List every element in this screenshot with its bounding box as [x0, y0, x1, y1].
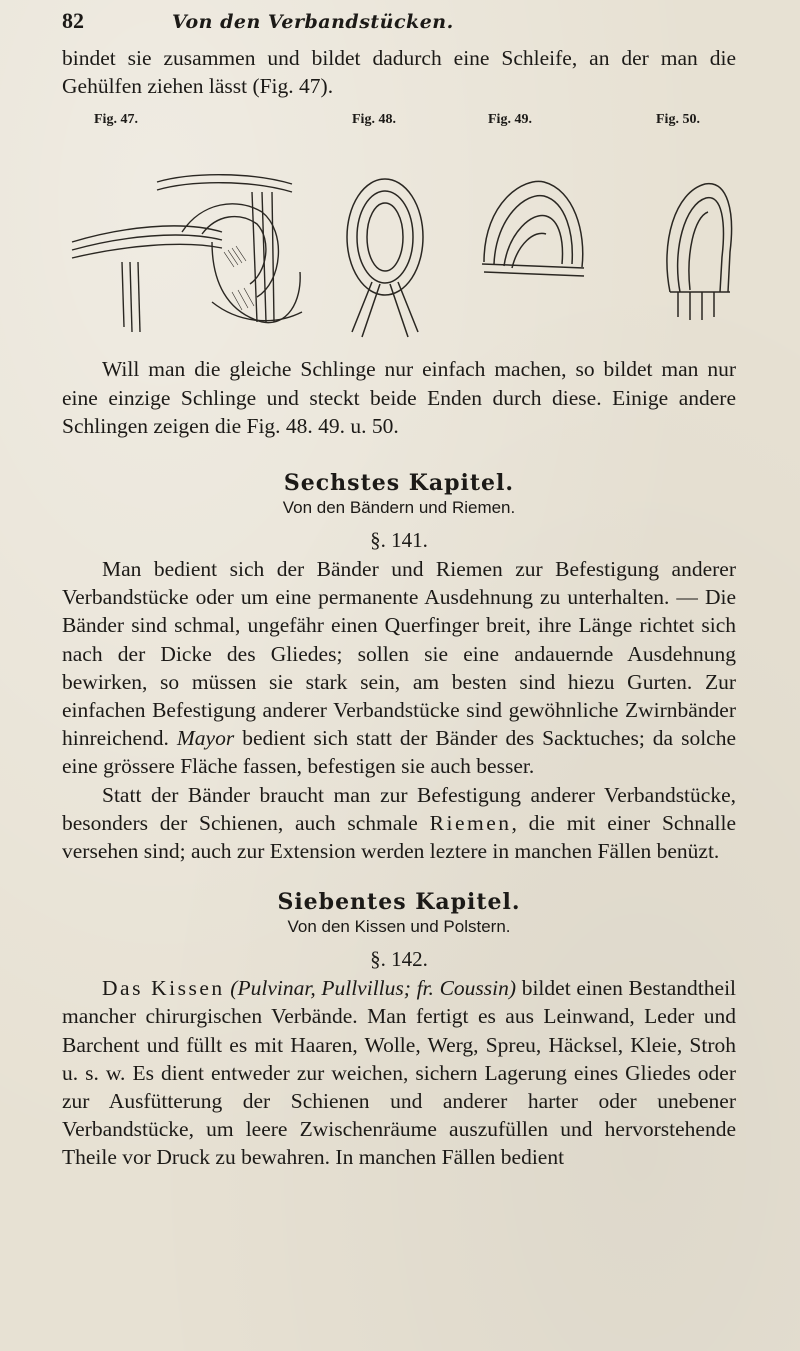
baender-text-a: Man bedient sich der Bänder und Riemen zur Befestigung anderer Verbandstücke oder um eine permanente Ausdehnung zu unterhalten. — Die Bänder sind schmal, ungefähr einen Querfinger breit, ihre Länge richtet sich nach der Dicke des Gliedes; sollen sie eine andauernde Ausdehnung bewirken, so müssen sie stark sein, am besten sind hiezu Gurten. Zur einfachen Befestigung anderer Verbandstücke sind gewöhnliche Zwirnbänder hinreichend.	[62, 557, 736, 751]
section-142: §. 142.	[370, 947, 428, 972]
chapter-subtitle-kissen: Von den Kissen und Polstern.	[287, 917, 511, 937]
kissen-text: bildet einen Bestandtheil mancher chirurgischen Verbände. Man fertigt es aus Leinwand, Leder und Barchent und füllt es mit Haaren, Wolle, Werg, Spreu, Häcksel, Kleie, Stroh u. s. w. Es dient entweder zur weichen, sichern Lagerung eines Gliedes oder zur Ausfütterung der Schienen und anderer harter oder unebener Verbandstücke, um leere Zwischenräume auszufüllen und hervorstehende Theile vor Druck zu bewahren. In manchen Fällen bedient	[62, 976, 737, 1170]
baender-text-b: bedient sich statt der Bänder des Sacktuches; da solche eine grössere Fläche fassen, befestigen sie auch besser.	[62, 726, 737, 779]
figure-48-illustration	[340, 172, 430, 347]
paragraph-kissen	[62, 974, 736, 1171]
figure-47-illustration	[62, 172, 322, 347]
chapter-subtitle-baender: Von den Bändern und Riemen.	[282, 498, 516, 518]
kissen-latin-names: (Pulvinar, Pullvillus; fr. Coussin)	[230, 976, 517, 1001]
section-141: §. 141.	[370, 528, 428, 553]
page-number: 82	[62, 8, 84, 33]
author-name-mayor: Mayor	[176, 726, 235, 751]
chapter-title-sechstes: Sechstes Kapitel.	[283, 470, 515, 497]
chapter-title-siebentes: Siebentes Kapitel.	[277, 889, 521, 916]
kissen-term: Das Kissen	[102, 976, 225, 1001]
figure-label-47: Fig. 47.	[94, 112, 138, 128]
riemen-text-b: , die mit einer Schnalle versehen sind; auch zur Extension werden leztere in manchen Fällen benüzt.	[62, 810, 736, 864]
figure-label-48: Fig. 48.	[352, 112, 396, 128]
figure-label-50: Fig. 50.	[656, 112, 700, 128]
running-head	[62, 8, 736, 44]
figure-50-illustration	[650, 172, 740, 347]
figure-row	[62, 110, 736, 355]
figure-49-illustration	[474, 172, 594, 347]
paragraph-baender-1	[62, 555, 736, 781]
running-head-title: Von den Verbandstücken.	[172, 11, 454, 33]
riemen-text-a: Statt der Bänder braucht man zur Befestigung anderer Verbandstücke, besonders der Schienen, auch schmale	[62, 782, 736, 835]
figure-label-49: Fig. 49.	[488, 112, 532, 128]
paragraph-schlinge: Will man die gleiche Schlinge nur einfach machen, so bildet man nur eine einzige Schlinge und steckt beide Enden durch diese. Einige andere Schlingen zeigen die Fig. 48. 49. u. 50.	[62, 357, 736, 438]
paragraph-baender-2	[62, 781, 736, 866]
paragraph-intro: bindet sie zusammen und bildet dadurch eine Schleife, an der man die Gehülfen ziehen lässt (Fig. 47).	[62, 46, 736, 99]
riemen-term: Riemen	[429, 810, 512, 835]
